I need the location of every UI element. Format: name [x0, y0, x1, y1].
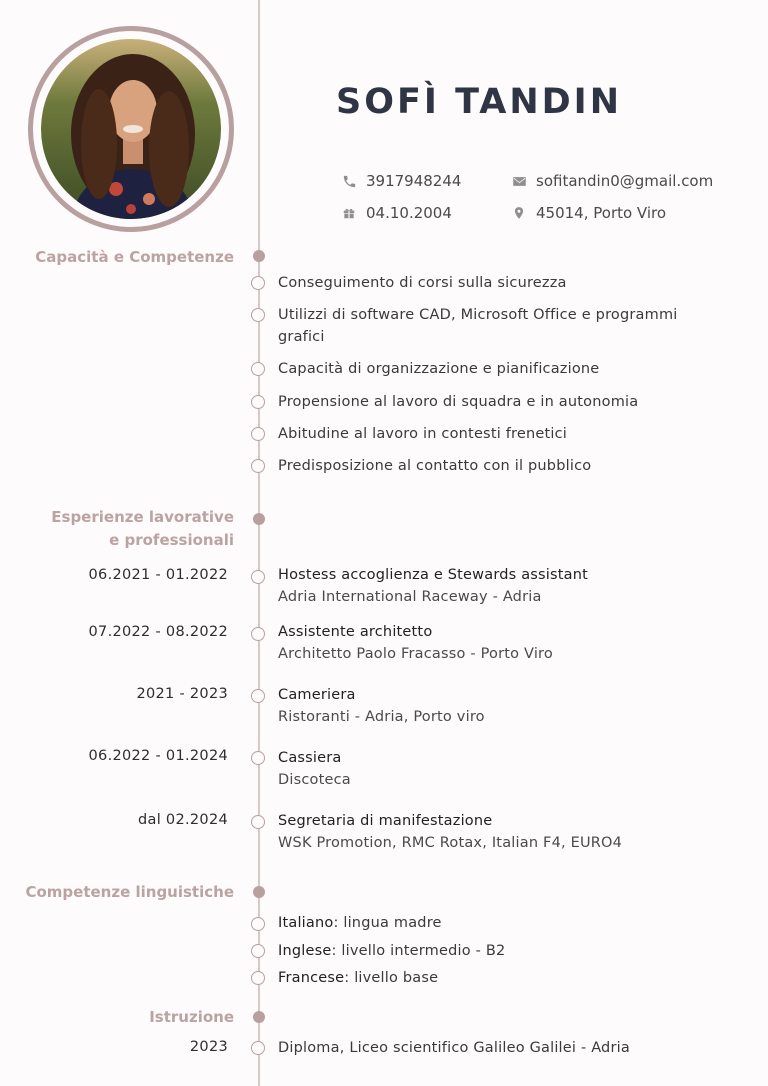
experience-item [278, 684, 718, 728]
timeline-node [253, 886, 265, 898]
full-name: SOFÌ TANDIN [336, 82, 622, 122]
contact-email[interactable] [510, 172, 713, 190]
skill-item: Conseguimento di corsi sulla sicurezza [278, 275, 567, 291]
language-level: : livello base [344, 970, 439, 986]
contact-address [510, 204, 666, 222]
experience-item [278, 810, 718, 854]
languages-heading: Competenze linguistiche [25, 883, 234, 901]
education-item: Diploma, Liceo scientifico Galileo Galilei - Adria [278, 1040, 630, 1056]
experience-heading-line2: e professionali [109, 531, 234, 549]
experience-role: Assistente architetto [278, 624, 433, 640]
experience-item [278, 747, 718, 791]
experience-item [278, 564, 718, 608]
timeline-node [251, 917, 265, 931]
experience-item [278, 621, 718, 665]
experience-role: Cameriera [278, 687, 356, 703]
skill-item: Predisposizione al contatto con il pubblico [278, 458, 592, 474]
language-level: : livello intermedio - B2 [331, 943, 506, 959]
timeline-node [251, 308, 265, 322]
skills-heading: Capacità e Competenze [35, 248, 234, 266]
experience-company: WSK Promotion, RMC Rotax, Italian F4, EURO4 [278, 835, 623, 851]
gift-icon [340, 204, 358, 222]
language-item [278, 912, 718, 934]
timeline-node [251, 689, 265, 703]
timeline-node [253, 250, 265, 262]
experience-company: Adria International Raceway - Adria [278, 589, 542, 605]
experience-dates: 06.2021 - 01.2022 [88, 567, 228, 583]
education-heading: Istruzione [149, 1008, 234, 1026]
language-level: : lingua madre [333, 915, 442, 931]
timeline-node [251, 971, 265, 985]
skill-item: Capacità di organizzazione e pianificazione [278, 361, 600, 377]
experience-dates: 07.2022 - 08.2022 [88, 624, 228, 640]
skill-item: Abitudine al lavoro in contesti frenetici [278, 426, 568, 442]
timeline-node [251, 751, 265, 765]
address: 45014, Porto Viro [536, 204, 667, 222]
experience-role: Segretaria di manifestazione [278, 813, 493, 829]
timeline-node [251, 395, 265, 409]
envelope-icon [510, 172, 528, 190]
timeline-node [251, 1041, 265, 1055]
language-item [278, 967, 718, 989]
profile-photo [41, 39, 221, 219]
phone-icon [340, 172, 358, 190]
experience-company: Architetto Paolo Fracasso - Porto Viro [278, 646, 553, 662]
timeline-node [253, 513, 265, 525]
timeline-node [251, 427, 265, 441]
contact-phone[interactable] [340, 172, 461, 190]
language-name: Francese [278, 970, 345, 986]
experience-dates: 2021 - 2023 [136, 686, 228, 702]
timeline-node [251, 362, 265, 376]
experience-role: Hostess accoglienza e Stewards assistant [278, 567, 589, 583]
timeline-node [251, 459, 265, 473]
experience-role: Cassiera [278, 750, 342, 766]
timeline-node [251, 627, 265, 641]
contact-birthdate [340, 204, 452, 222]
experience-dates: 06.2022 - 01.2024 [88, 748, 228, 764]
location-pin-icon [510, 204, 528, 222]
experience-heading-line1: Esperienze lavorative [51, 508, 234, 526]
language-name: Italiano [278, 915, 334, 931]
timeline-node [253, 1011, 265, 1023]
skill-item: Propensione al lavoro di squadra e in autonomia [278, 394, 639, 410]
phone-number: 3917948244 [366, 172, 462, 190]
experience-heading [51, 506, 234, 552]
timeline-node [251, 815, 265, 829]
timeline-node [251, 276, 265, 290]
language-name: Inglese [278, 943, 332, 959]
experience-company: Ristoranti - Adria, Porto viro [278, 709, 485, 725]
experience-dates: dal 02.2024 [138, 812, 228, 828]
experience-company: Discoteca [278, 772, 351, 788]
language-item [278, 940, 718, 962]
timeline-node [251, 944, 265, 958]
timeline-node [251, 570, 265, 584]
birthdate: 04.10.2004 [366, 204, 452, 222]
education-year: 2023 [189, 1039, 228, 1055]
skill-item: Utilizzi di software CAD, Microsoft Office e programmi grafici [278, 307, 678, 345]
email-address: sofitandin0@gmail.com [536, 172, 714, 190]
